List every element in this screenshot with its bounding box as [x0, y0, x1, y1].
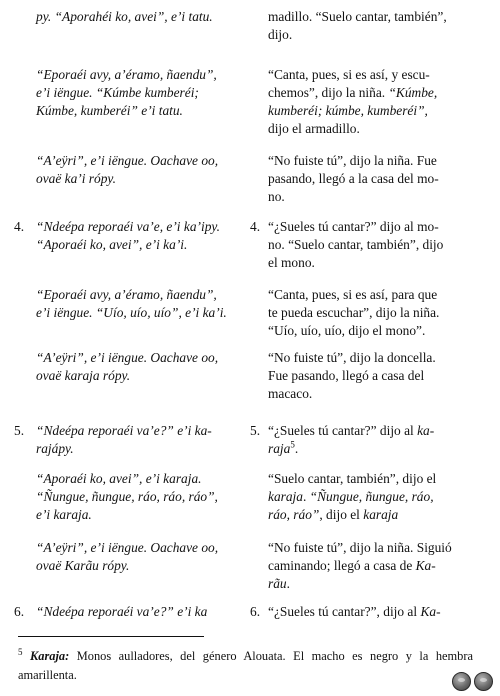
text-line: “Ndeépa reporaéi va’e?” e’i ka	[36, 604, 208, 619]
spanish-block-8	[250, 470, 482, 524]
text-span: ráo, ráo”	[268, 507, 320, 522]
text-line: “Ñungue, ñungue, ráo, ráo, ráo”,	[36, 489, 218, 504]
text-line: ovaë Karãu rópy.	[36, 558, 130, 573]
guarani-block-8	[14, 470, 276, 524]
text-span: chemos”, dijo la niña.	[268, 85, 389, 100]
spanish-block-3	[250, 152, 482, 206]
spanish-block-6	[250, 349, 482, 403]
guarani-block-9	[14, 539, 276, 575]
text-line: macaco.	[268, 386, 313, 401]
text-span: .	[302, 489, 310, 504]
verse-number: 4.	[250, 219, 261, 234]
text-line: “A’eÿri”, e’i iëngue. Oachave oo,	[36, 350, 219, 365]
text-line: no.	[268, 189, 285, 204]
guarani-block-4	[14, 218, 254, 254]
footnote-text: Monos aulladores, del género Alouata. El macho es negro y la hembra amarillenta.	[18, 649, 473, 682]
text-line: “Canta, pues, si es así, y escu-	[268, 67, 430, 82]
corner-circle-icon	[474, 672, 493, 691]
spanish-block-10	[250, 603, 464, 621]
text-line: ovaë karaja rópy.	[36, 368, 131, 383]
text-line	[268, 488, 482, 506]
text-span: .	[294, 441, 299, 456]
text-line	[268, 603, 464, 621]
text-line: “Ndeépa reporaéi va’e?” e’i ka-	[36, 423, 212, 438]
verse-number: 6.	[14, 604, 25, 619]
corner-circle-icon	[452, 672, 471, 691]
spanish-block-7	[250, 422, 464, 458]
guarani-block-10	[14, 603, 254, 621]
text-line	[268, 557, 482, 575]
text-line: “Eporaéi avy, a’éramo, ñaendu”,	[36, 287, 217, 302]
footnote-divider	[18, 636, 204, 637]
spanish-block-5	[250, 286, 482, 340]
guarani-block-7	[14, 422, 254, 458]
text-span: rãu	[268, 576, 287, 591]
footnote-term: Karaja:	[30, 649, 70, 663]
text-line: kumberéi; kúmbe, kumberéi”,	[268, 103, 428, 118]
text-line: “Eporaéi avy, a’éramo, ñaendu”,	[36, 67, 217, 82]
text-line: “No fuiste tú”, dijo la niña. Siguió	[268, 540, 452, 555]
text-span: Ka-	[415, 558, 436, 573]
verse-number: 6.	[250, 604, 261, 619]
verse-number: 5.	[250, 423, 261, 438]
text-line: “A’eÿri”, e’i iëngue. Oachave oo,	[36, 540, 219, 555]
text-span: raja	[268, 441, 291, 456]
guarani-block-3	[14, 152, 276, 188]
guarani-block-2	[14, 66, 276, 120]
text-span: .	[286, 576, 290, 591]
text-span: “Ñungue, ñungue, ráo,	[309, 489, 434, 504]
text-line: madillo. “Suelo cantar, también”,	[268, 9, 447, 24]
verse-number: 5.	[14, 423, 25, 438]
text-line: “A’eÿri”, e’i iëngue. Oachave oo,	[36, 153, 219, 168]
text-line: “¿Sueles tú cantar?” dijo al mo-	[268, 219, 439, 234]
text-line: dijo el armadillo.	[268, 121, 360, 136]
text-span: ka-	[417, 423, 435, 438]
guarani-block-1	[14, 8, 276, 26]
text-span: “Kúmbe,	[388, 85, 438, 100]
text-line: el mono.	[268, 255, 315, 270]
text-span: “¿Sueles tú cantar?” dijo al	[268, 423, 418, 438]
text-span: caminando; llegó a casa de	[268, 558, 416, 573]
text-line: no. “Suelo cantar, también”, dijo	[268, 237, 444, 252]
text-span: karaja	[268, 489, 303, 504]
text-span: “¿Sueles tú cantar?”, dijo al	[268, 604, 421, 619]
verse-number: 4.	[14, 219, 25, 234]
text-line: “No fuiste tú”, dijo la doncella.	[268, 350, 436, 365]
footnote-number: 5	[18, 646, 23, 657]
text-line	[268, 575, 482, 593]
footnote	[18, 647, 473, 685]
text-line: “No fuiste tú”, dijo la niña. Fue	[268, 153, 437, 168]
text-line: “Suelo cantar, también”, dijo el	[268, 471, 437, 486]
text-line: “Aporaéi ko, avei”, e’i ka’i.	[36, 237, 188, 252]
text-span: Ka-	[420, 604, 441, 619]
text-line	[268, 422, 464, 440]
text-line: “Ndeépa reporaéi va’e, e’i ka’ipy.	[36, 219, 220, 234]
text-line	[268, 84, 482, 102]
text-line: “Uío, uío, uío, dijo el mono”.	[268, 323, 426, 338]
text-line: py. “Aporahéi ko, avei”, e’i tatu.	[36, 9, 213, 24]
guarani-block-5	[14, 286, 276, 322]
text-line	[268, 440, 464, 458]
text-line: ovaë ka’i rópy.	[36, 171, 116, 186]
text-line: “Aporaéi ko, avei”, e’i karaja.	[36, 471, 202, 486]
text-line: e’i iëngue. “Kúmbe kumberéi;	[36, 85, 199, 100]
text-line: e’i iëngue. “Uío, uío, uío”, e’i ka’i.	[36, 305, 227, 320]
text-line: rajápy.	[36, 441, 74, 456]
text-line: dijo.	[268, 27, 293, 42]
text-span: karaja	[363, 507, 399, 522]
text-line: “Canta, pues, si es así, para que	[268, 287, 438, 302]
guarani-block-6	[14, 349, 276, 385]
text-line: Fue pasando, llegó a casa del	[268, 368, 425, 383]
footnote-marker: 5	[290, 439, 295, 450]
text-line	[268, 506, 482, 524]
text-line: pasando, llegó a la casa del mo-	[268, 171, 439, 186]
text-line: e’i karaja.	[36, 507, 92, 522]
text-line: Kúmbe, kumberéi” e’i tatu.	[36, 103, 183, 118]
spanish-block-1	[250, 8, 482, 44]
spanish-block-4	[250, 218, 464, 272]
spanish-block-9	[250, 539, 482, 593]
spanish-block-2	[250, 66, 482, 138]
text-span: , dijo el	[319, 507, 364, 522]
text-line: te pueda escuchar”, dijo la niña.	[268, 305, 440, 320]
